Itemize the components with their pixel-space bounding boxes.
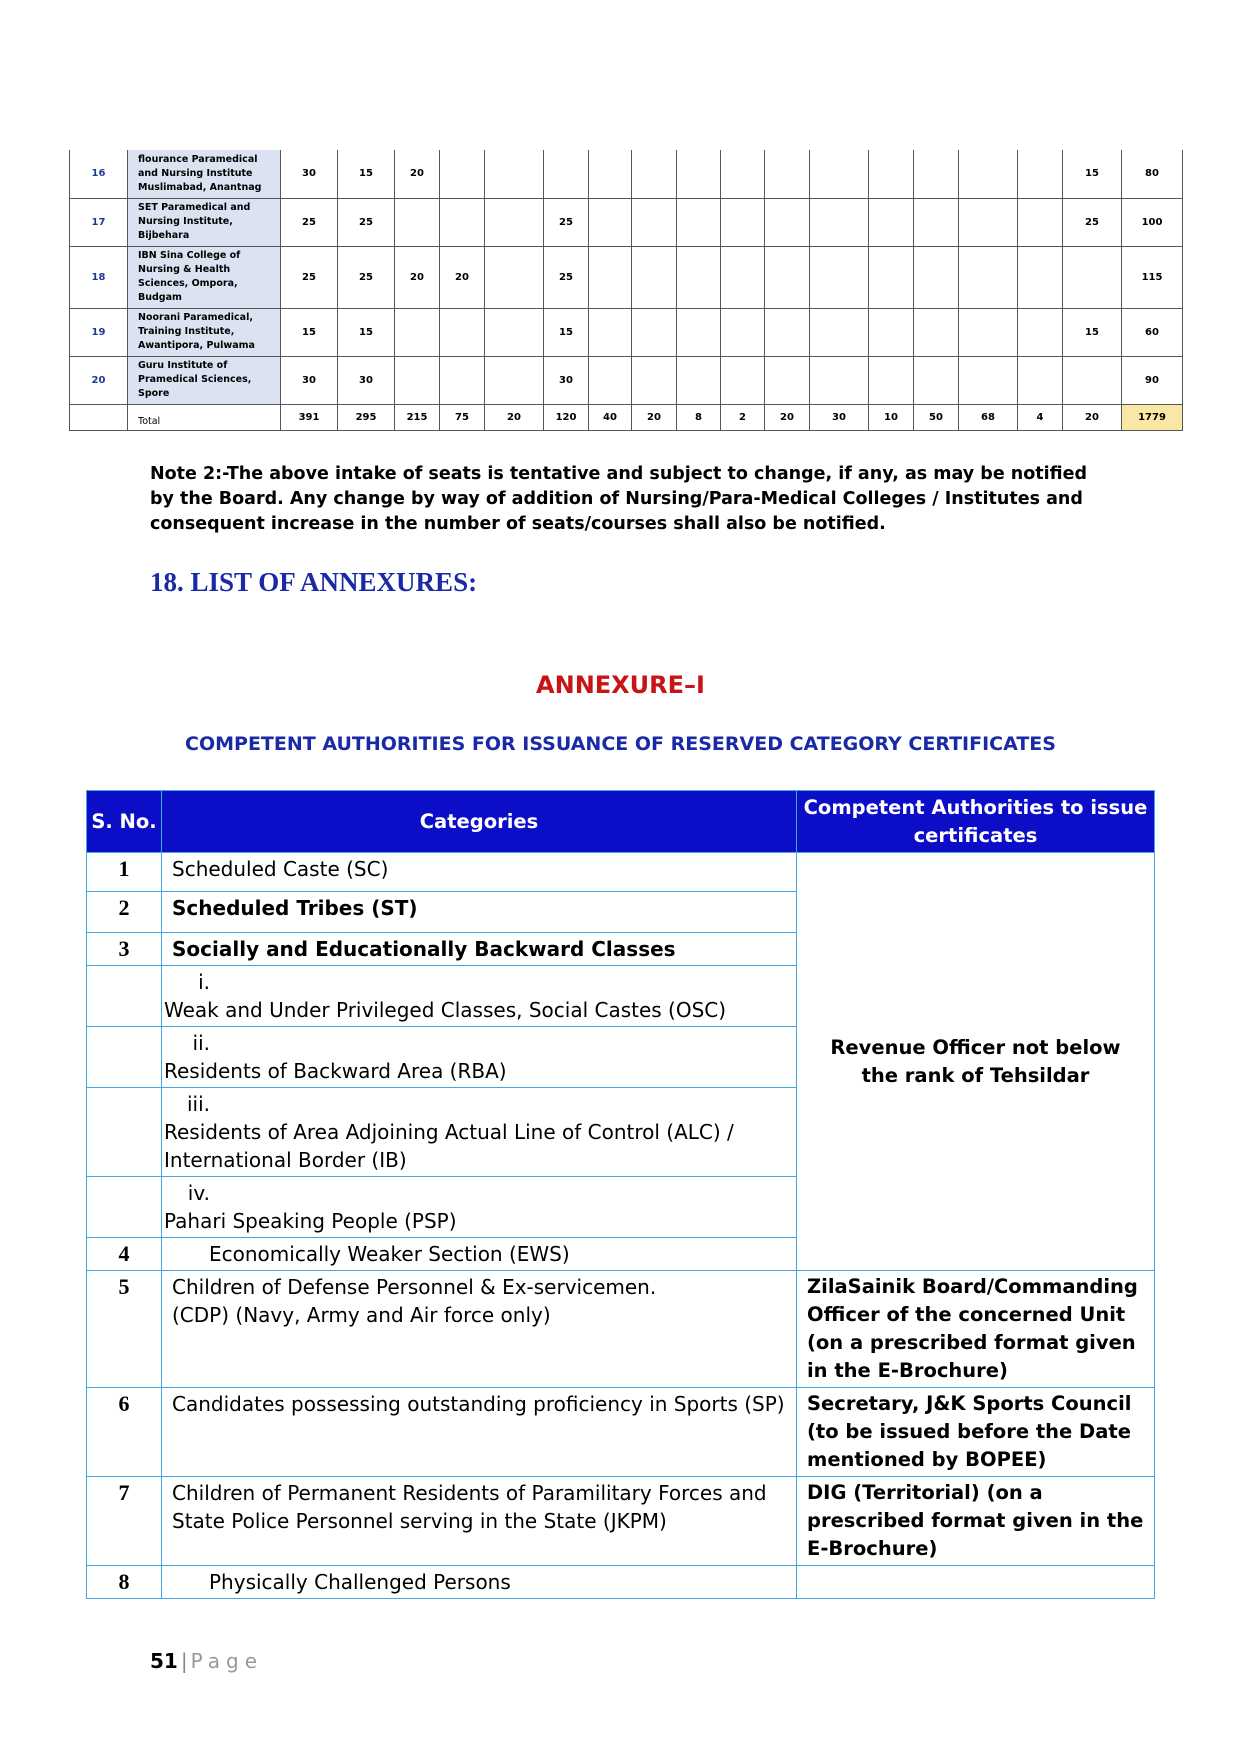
seat-count [440, 356, 485, 404]
authority-cell-revenue-officer [797, 853, 1155, 1271]
authority-cell: Secretary, J&K Sports Council (to be issued before the Date mentioned by BOPEE) [797, 1388, 1155, 1477]
intake-seats-table [69, 150, 1183, 431]
seat-count [810, 198, 869, 246]
seat-count [677, 356, 721, 404]
annexure-row-6 [87, 1388, 1155, 1477]
institute-name-line: Noorani Paramedical, [138, 312, 253, 323]
institute-name [128, 150, 281, 198]
seat-count [765, 246, 810, 308]
category-cell: Children of Permanent Residents of Paramilitary Forces and State Police Personnel serving in the State (JKPM) [162, 1477, 797, 1566]
seat-count [959, 308, 1018, 356]
header-categories: Categories [162, 791, 797, 853]
row-number: 1 [87, 853, 162, 892]
seat-count: 100 [1122, 198, 1183, 246]
seat-count [869, 198, 914, 246]
institute-name-line: Training Institute, [138, 326, 235, 337]
sub-category-cell [162, 966, 797, 1027]
total-count: 20 [1063, 404, 1122, 430]
intake-total-row [70, 404, 1183, 430]
roman-numeral: iv. [187, 1181, 210, 1205]
seat-count: 115 [1122, 246, 1183, 308]
seat-count [677, 150, 721, 198]
seat-count: 15 [338, 150, 395, 198]
seat-count [765, 150, 810, 198]
roman-numeral: i. [198, 970, 210, 994]
seat-count: 25 [544, 246, 589, 308]
institute-name-line: Nursing & Health [138, 264, 231, 275]
seat-count [395, 356, 440, 404]
intake-sno: 19 [70, 308, 128, 356]
seat-count: 30 [281, 356, 338, 404]
total-count: 2 [721, 404, 765, 430]
seat-count [485, 308, 544, 356]
page-footer [150, 1649, 263, 1673]
seat-count [959, 198, 1018, 246]
total-count: 40 [589, 404, 632, 430]
authority-cell: DIG (Territorial) (on a prescribed format given in the E-Brochure) [797, 1477, 1155, 1566]
sub-category-cell [162, 1027, 797, 1088]
total-count: 4 [1018, 404, 1063, 430]
seat-count [589, 198, 632, 246]
seat-count: 25 [281, 246, 338, 308]
category-cell: Economically Weaker Section (EWS) [162, 1238, 797, 1271]
seat-count [589, 356, 632, 404]
roman-numeral: ii. [192, 1031, 210, 1055]
seat-count: 90 [1122, 356, 1183, 404]
row-number: 3 [87, 933, 162, 966]
seat-count [810, 308, 869, 356]
seat-count: 25 [338, 246, 395, 308]
total-label: Total [128, 404, 281, 430]
institute-name [128, 356, 281, 404]
seat-count [1063, 246, 1122, 308]
footer-separator: | [180, 1649, 188, 1673]
seat-count [395, 198, 440, 246]
seat-count: 15 [338, 308, 395, 356]
seat-count [440, 150, 485, 198]
total-count: 295 [338, 404, 395, 430]
row-number: 4 [87, 1238, 162, 1271]
seat-count: 60 [1122, 308, 1183, 356]
seat-count [632, 246, 677, 308]
seat-count: 30 [338, 356, 395, 404]
seat-count [721, 356, 765, 404]
seat-count [721, 308, 765, 356]
institute-name-line: Bijbehara [138, 230, 190, 241]
annexure-header-row [87, 791, 1155, 853]
grand-total: 1779 [1122, 404, 1183, 430]
seat-count [959, 246, 1018, 308]
seat-count: 15 [281, 308, 338, 356]
total-count: 50 [914, 404, 959, 430]
sub-category-cell [162, 1177, 797, 1238]
page-label: Page [190, 1649, 264, 1673]
seat-count [959, 356, 1018, 404]
seat-count [810, 246, 869, 308]
intake-row [70, 308, 1183, 356]
category-cell: Scheduled Caste (SC) [162, 853, 797, 892]
seat-count [544, 150, 589, 198]
section-heading: 18. LIST OF ANNEXURES: [150, 567, 478, 597]
seat-count [810, 356, 869, 404]
seat-count [914, 246, 959, 308]
seat-count: 15 [544, 308, 589, 356]
authority-cell [797, 1566, 1155, 1599]
seat-count [914, 150, 959, 198]
annexure-subtitle: COMPETENT AUTHORITIES FOR ISSUANCE OF RESERVED CATEGORY CERTIFICATES [185, 733, 1056, 755]
seat-count [589, 308, 632, 356]
institute-name [128, 198, 281, 246]
institute-name-line: Budgam [138, 292, 182, 303]
seat-count [589, 150, 632, 198]
seat-count [810, 150, 869, 198]
institute-name-line: Guru Institute of [138, 360, 228, 371]
intake-row [70, 246, 1183, 308]
annexure-row-8 [87, 1566, 1155, 1599]
row-number: 8 [87, 1566, 162, 1599]
total-count: 120 [544, 404, 589, 430]
institute-name-line: flourance Paramedical [138, 153, 258, 165]
total-count: 8 [677, 404, 721, 430]
seat-count [721, 246, 765, 308]
seat-count: 30 [544, 356, 589, 404]
seat-count [485, 356, 544, 404]
authority-text: Revenue Officer not below the rank of Tehsildar [830, 1035, 1121, 1087]
annexure-title: ANNEXURE–I [536, 671, 705, 699]
seat-count: 25 [1063, 198, 1122, 246]
seat-count [632, 198, 677, 246]
total-count: 391 [281, 404, 338, 430]
institute-name-line: and Nursing Institute [138, 167, 253, 179]
intake-sno: 20 [70, 356, 128, 404]
seat-count [485, 246, 544, 308]
category-cell: Scheduled Tribes (ST) [162, 892, 797, 933]
seat-count: 30 [281, 150, 338, 198]
seat-count [677, 246, 721, 308]
seat-count [959, 150, 1018, 198]
row-number: 6 [87, 1388, 162, 1477]
seat-count [914, 356, 959, 404]
seat-count [440, 308, 485, 356]
header-authority: Competent Authorities to issue certificates [797, 791, 1155, 853]
seat-count [869, 308, 914, 356]
intake-row [70, 150, 1183, 198]
intake-row [70, 198, 1183, 246]
intake-row [70, 356, 1183, 404]
seat-count [765, 356, 810, 404]
institute-name-line: Awantipora, Pulwama [138, 340, 255, 351]
institute-name-line: SET Paramedical and [138, 202, 251, 213]
total-count: 68 [959, 404, 1018, 430]
category-cell: Socially and Educationally Backward Classes [162, 933, 797, 966]
seat-count: 20 [395, 246, 440, 308]
seat-count [485, 198, 544, 246]
row-number: 5 [87, 1271, 162, 1388]
total-count: 10 [869, 404, 914, 430]
seat-count [869, 150, 914, 198]
sub-category-text: Pahari Speaking People (PSP) [164, 1209, 457, 1233]
category-text: Children of Defense Personnel & Ex-servicemen. (CDP) (Navy, Army and Air force only) [172, 1275, 657, 1327]
sub-category-cell [162, 1088, 797, 1177]
institute-name [128, 246, 281, 308]
institute-name-line: IBN Sina College of [138, 250, 241, 261]
seat-count [677, 198, 721, 246]
institute-name-line: Pramedical Sciences, [138, 374, 252, 385]
page-number: 51 [150, 1649, 178, 1673]
seat-count: 20 [440, 246, 485, 308]
seat-count: 20 [395, 150, 440, 198]
seat-count [440, 198, 485, 246]
seat-count [632, 150, 677, 198]
annexure-row-7 [87, 1477, 1155, 1566]
institute-name-line: Spore [138, 388, 170, 399]
seat-count [632, 308, 677, 356]
seat-count [1018, 356, 1063, 404]
seat-count: 25 [281, 198, 338, 246]
seat-count [1018, 246, 1063, 308]
category-cell: Physically Challenged Persons [162, 1566, 797, 1599]
seat-count [914, 198, 959, 246]
seat-count [765, 308, 810, 356]
seat-count: 80 [1122, 150, 1183, 198]
seat-count [589, 246, 632, 308]
seat-count: 25 [338, 198, 395, 246]
seat-count [914, 308, 959, 356]
roman-numeral: iii. [186, 1092, 210, 1116]
seat-count [721, 198, 765, 246]
seat-count [632, 356, 677, 404]
total-count: 20 [632, 404, 677, 430]
total-count: 215 [395, 404, 440, 430]
sub-category-text: Weak and Under Privileged Classes, Social Castes (OSC) [164, 998, 727, 1022]
intake-sno: 17 [70, 198, 128, 246]
row-number: 2 [87, 892, 162, 933]
intake-table-body [70, 150, 1183, 430]
seat-count: 25 [544, 198, 589, 246]
institute-name-line: Sciences, Ompora, [138, 278, 238, 289]
seat-count [1018, 150, 1063, 198]
annexure-row-1 [87, 853, 1155, 892]
intake-sno: 18 [70, 246, 128, 308]
annexure-table [86, 790, 1155, 1599]
institute-name-line: Nursing Institute, [138, 216, 233, 227]
seat-count [677, 308, 721, 356]
seat-count [395, 308, 440, 356]
category-cell: Candidates possessing outstanding proficiency in Sports (SP) [162, 1388, 797, 1477]
institute-name [128, 308, 281, 356]
annexure-row-5 [87, 1271, 1155, 1388]
header-sno: S. No. [87, 791, 162, 853]
category-cell [162, 1271, 797, 1388]
row-number: 7 [87, 1477, 162, 1566]
seat-count [1018, 308, 1063, 356]
note-paragraph: Note 2:-The above intake of seats is tentative and subject to change, if any, as may be notified by the Board. Any change by way of addition of Nursing/Para-Medical Colleges / Institutes and consequent increase in the number of seats/courses shall also be notified. [150, 464, 1088, 534]
sub-category-text: Residents of Area Adjoining Actual Line of Control (ALC) / International Border (IB) [164, 1120, 734, 1172]
institute-name-line: Muslimabad, Anantnag [138, 181, 262, 193]
total-count: 20 [765, 404, 810, 430]
seat-count [765, 198, 810, 246]
seat-count [869, 246, 914, 308]
total-count: 30 [810, 404, 869, 430]
intake-sno [70, 404, 128, 430]
intake-sno: 16 [70, 150, 128, 198]
seat-count [721, 150, 765, 198]
total-count: 75 [440, 404, 485, 430]
total-count: 20 [485, 404, 544, 430]
seat-count: 15 [1063, 308, 1122, 356]
seat-count [1063, 356, 1122, 404]
seat-count [1018, 198, 1063, 246]
seat-count: 15 [1063, 150, 1122, 198]
authority-cell: ZilaSainik Board/Commanding Officer of the concerned Unit (on a prescribed format given in the E-Brochure) [797, 1271, 1155, 1388]
seat-count [869, 356, 914, 404]
sub-category-text: Residents of Backward Area (RBA) [164, 1059, 507, 1083]
seat-count [485, 150, 544, 198]
